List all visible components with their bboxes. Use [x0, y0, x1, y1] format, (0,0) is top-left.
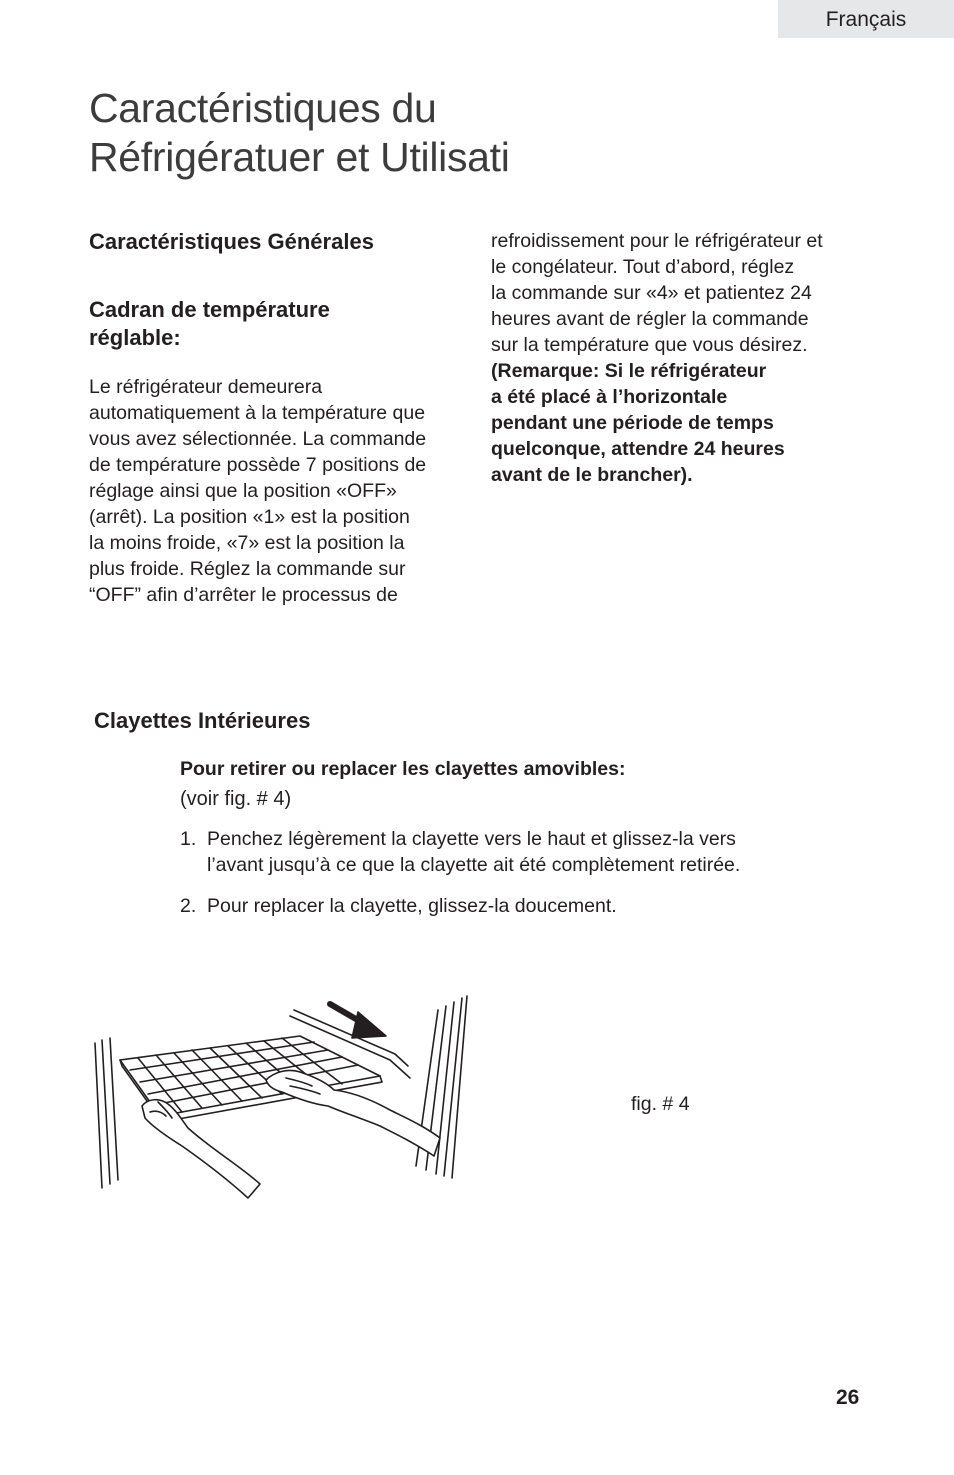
step-text-line: l’avant jusqu’à ce que la clayette ait été complètement retirée.	[207, 854, 741, 876]
text-line: le congélateur. Tout d’abord, réglez	[491, 256, 795, 278]
back-rail	[290, 1016, 410, 1078]
text-line: “OFF” afin d’arrêter le processus de	[89, 584, 398, 606]
figure-label: fig. # 4	[631, 1093, 690, 1115]
note-line: pendant une période de temps	[491, 412, 774, 434]
direction-arrow-icon	[330, 1004, 386, 1038]
temperature-dial-text	[89, 374, 469, 608]
note-line: a été placé à l’horizontale	[491, 386, 728, 408]
list-item	[180, 893, 740, 919]
text-line: (arrêt). La position «1» est la position	[89, 506, 410, 528]
note-line: avant de le brancher).	[491, 464, 693, 486]
page-title-line-1: Caractéristiques du	[89, 85, 437, 131]
section-heading-shelves: Clayettes Intérieures	[94, 708, 311, 733]
text-line: réglage ainsi que la position «OFF»	[89, 480, 397, 502]
text-line: sur la température que vous désirez.	[491, 334, 808, 356]
page-title	[89, 84, 510, 182]
remark-note	[491, 358, 871, 488]
text-line: automatiquement à la température que	[89, 402, 426, 424]
list-item	[180, 826, 740, 878]
step-number: 2.	[180, 895, 197, 917]
subheading-line-1: Cadran de température	[89, 297, 330, 322]
shelf-instruction-heading: Pour retirer ou replacer les clayettes amovibles:	[180, 758, 626, 780]
note-line: quelconque, attendre 24 heures	[491, 438, 785, 460]
page-title-line-2: Réfrigératuer et Utilisati	[89, 134, 510, 180]
text-line: refroidissement pour le réfrigérateur et	[491, 230, 823, 252]
steps-list	[180, 826, 740, 934]
left-column	[89, 228, 469, 608]
language-tab: Français	[778, 0, 954, 38]
right-column	[491, 228, 871, 488]
fridge-left-wall	[95, 1038, 118, 1188]
subheading-line-2: réglable:	[89, 325, 181, 350]
subheading-temperature-dial	[89, 296, 469, 352]
right-hand	[266, 1070, 440, 1156]
step-number: 1.	[180, 828, 197, 850]
step-text-line: Penchez légèrement la clayette vers le haut et glissez-la vers	[207, 828, 736, 850]
section-heading-general: Caractéristiques Générales	[89, 229, 374, 254]
text-line: heures avant de régler la commande	[491, 308, 809, 330]
text-line: vous avez sélectionnée. La commande	[89, 428, 427, 450]
text-line: Le réfrigérateur demeurera	[89, 376, 323, 398]
text-line: la moins froide, «7» est la position la	[89, 532, 405, 554]
text-line: plus froide. Réglez la commande sur	[89, 558, 406, 580]
shelf-removal-illustration	[90, 988, 470, 1220]
step-text	[207, 826, 740, 878]
page-number: 26	[836, 1386, 860, 1409]
fridge-right-wall	[416, 996, 467, 1178]
see-figure-note: (voir fig. # 4)	[180, 788, 292, 810]
text-line: de température possède 7 positions de	[89, 454, 427, 476]
text-line: la commande sur «4» et patientez 24	[491, 282, 812, 304]
step-text-line: Pour replacer la clayette, glissez-la doucement.	[207, 895, 617, 917]
note-line: (Remarque: Si le réfrigérateur	[491, 360, 767, 382]
